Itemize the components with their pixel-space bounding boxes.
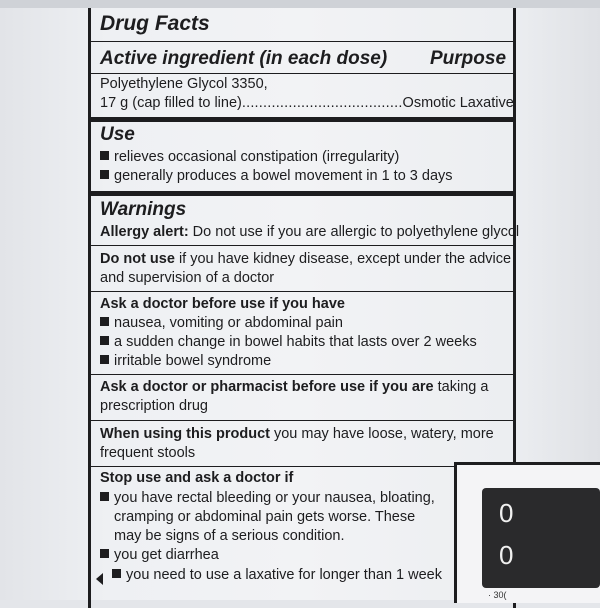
when-using-text: you may have loose, watery, more (269, 426, 494, 442)
bullet-square-icon (100, 355, 109, 364)
rule-when-using (91, 420, 513, 421)
bullet-square-icon (100, 170, 109, 179)
ask-doctor-item-3 (100, 353, 271, 369)
ingredient-leader-dots: ...................................... (241, 95, 403, 111)
rule-stop-use (91, 466, 454, 467)
ask-pharmacist-label: Ask a doctor or pharmacist before use if you are (100, 379, 434, 395)
ask-doctor-heading: Ask a doctor before use if you have (100, 296, 345, 312)
dark-box-digit-top: 0 (499, 498, 514, 528)
section-rule-use (91, 117, 513, 122)
ask-doctor-item-2 (100, 334, 477, 350)
stop-item-2 (100, 547, 219, 563)
active-rule (91, 73, 513, 74)
stop-item-1-text: you have rectal bleeding or your nausea, bloating, (114, 490, 435, 506)
bullet-square-icon (100, 492, 109, 501)
dark-box-digit-bottom: 0 (499, 540, 514, 570)
ask-pharmacist (100, 379, 488, 395)
ask-doctor-item-1-text: nausea, vomiting or abdominal pain (114, 315, 343, 331)
ask-pharmacist-line-2: prescription drug (100, 398, 208, 414)
stop-use-heading: Stop use and ask a doctor if (100, 470, 294, 486)
ask-doctor-item-1 (100, 315, 343, 331)
ingredient-purpose: Osmotic Laxative (402, 95, 514, 111)
ask-doctor-item-3-text: irritable bowel syndrome (114, 353, 272, 369)
use-item-1-text: relieves occasional constipation (irregularity) (114, 149, 400, 165)
do-not-use-label: Do not use (100, 251, 175, 267)
rule-do-not-use (91, 245, 513, 246)
ingredient-dose: 17 g (cap filled to line) (100, 95, 242, 111)
allergy-alert-label: Allergy alert: (100, 224, 189, 240)
do-not-use-text: if you have kidney disease, except under the advice (174, 251, 512, 267)
drug-facts-title: Drug Facts (100, 12, 210, 35)
section-rule-warnings (91, 191, 513, 196)
when-using-label: When using this product (100, 426, 270, 442)
allergy-alert-text: Do not use if you are allergic to polyethylene glycol (188, 224, 520, 240)
top-edge-strip (0, 0, 600, 8)
active-ingredient-header: Active ingredient (in each dose) (100, 48, 388, 69)
bullet-square-icon (100, 151, 109, 160)
do-not-use (100, 251, 511, 267)
do-not-use-line-2: and supervision of a doctor (100, 270, 275, 286)
rule-ask-pharmacist (91, 374, 513, 375)
title-rule (91, 41, 513, 42)
bullet-square-icon (112, 569, 121, 578)
bullet-square-icon (100, 549, 109, 558)
warnings-title: Warnings (100, 199, 187, 220)
stop-item-1-line-3: may be signs of a serious condition. (114, 528, 345, 544)
purpose-header: Purpose (430, 48, 507, 69)
use-item-2-text: generally produces a bowel movement in 1 to 3 days (114, 168, 453, 184)
when-using-line-2: frequent stools (100, 445, 196, 461)
ask-pharmacist-text: taking a (433, 379, 489, 395)
stop-item-3-text: you need to use a laxative for longer than 1 week (126, 567, 442, 583)
use-title: Use (100, 124, 135, 145)
ingredient-line-1: Polyethylene Glycol 3350, (100, 76, 268, 92)
stop-item-1 (100, 490, 435, 506)
rule-ask-doctor (91, 291, 513, 292)
stop-item-3 (112, 567, 442, 583)
use-item-1 (100, 149, 399, 165)
ingredient-line-2 (100, 95, 514, 111)
bullet-square-icon (100, 317, 109, 326)
edge-text: · 30( (488, 590, 507, 600)
ask-doctor-item-2-text: a sudden change in bowel habits that lasts over 2 weeks (114, 334, 477, 350)
stop-item-2-text: you get diarrhea (114, 547, 219, 563)
stop-item-1-line-2: cramping or abdominal pain gets worse. These (114, 509, 416, 525)
bullet-square-icon (100, 336, 109, 345)
left-arrow-icon (96, 573, 103, 585)
when-using (100, 426, 494, 442)
use-item-2 (100, 168, 453, 184)
allergy-alert (100, 224, 519, 240)
